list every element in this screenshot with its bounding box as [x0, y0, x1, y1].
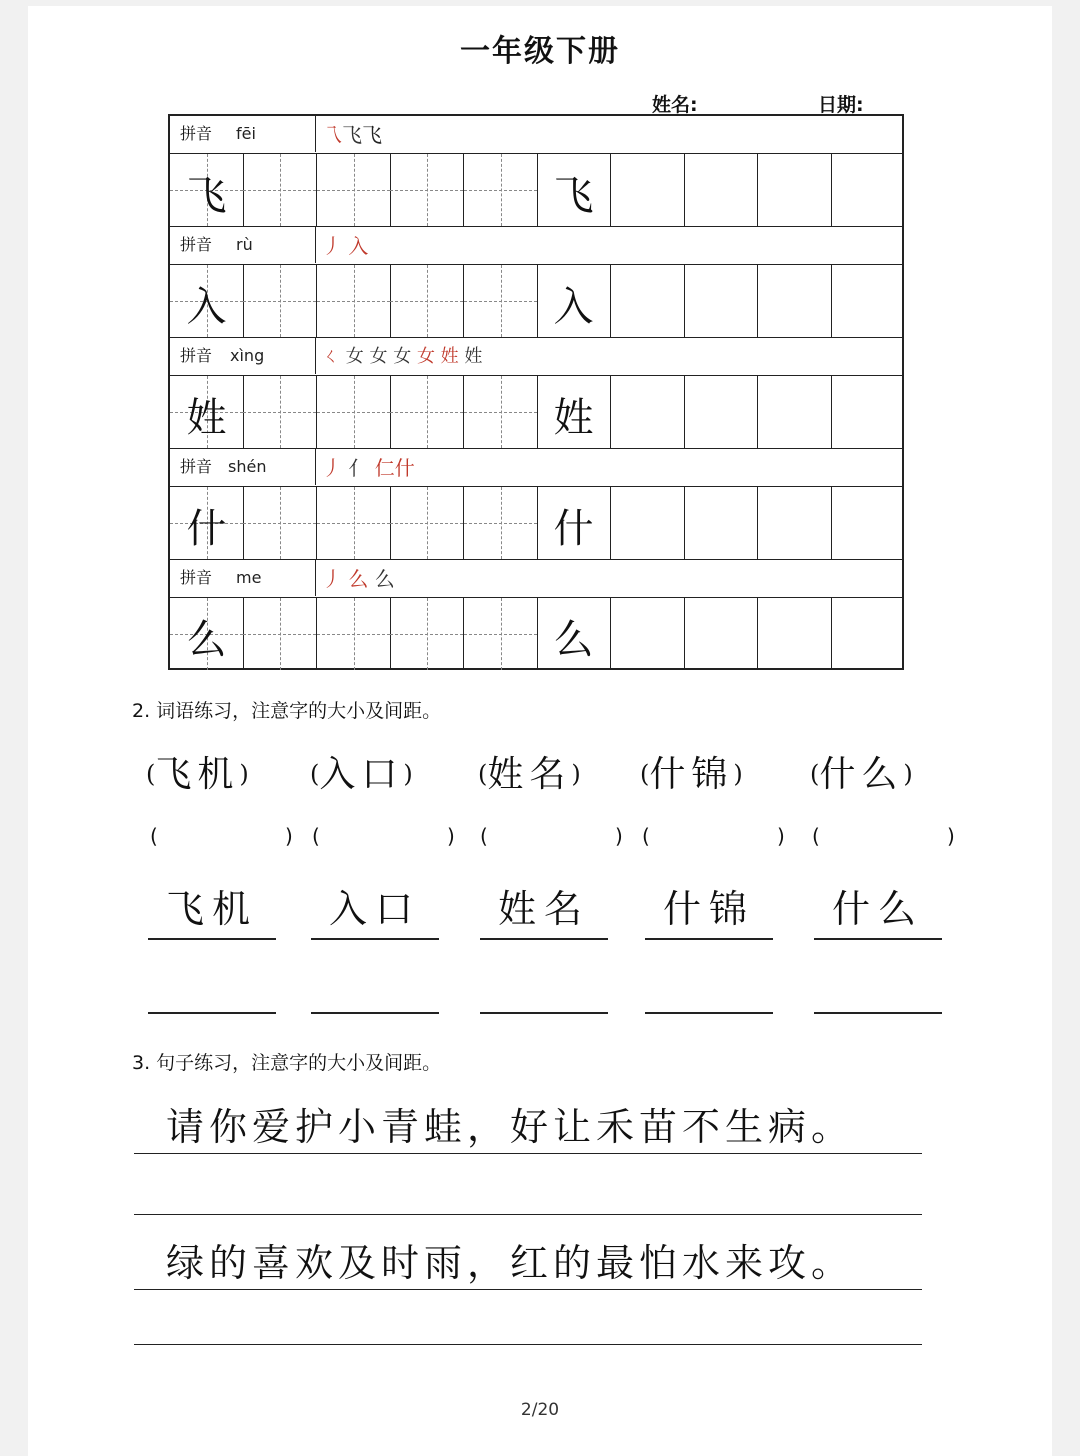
- writing-cell[interactable]: [831, 265, 905, 337]
- pinyin-value: fēi: [236, 124, 256, 143]
- writing-cell[interactable]: [831, 154, 905, 226]
- stroke-step: 丿: [322, 234, 342, 258]
- writing-cell[interactable]: [611, 487, 685, 559]
- stroke-step: 仁: [374, 456, 395, 480]
- character-row: [170, 376, 902, 449]
- writing-cell[interactable]: [243, 598, 317, 670]
- pinyin-label: 拼音: [180, 235, 213, 254]
- stroke-order: [322, 116, 382, 152]
- pinyin-label-cell: [170, 449, 316, 485]
- writing-cell[interactable]: [390, 376, 464, 448]
- model-character: 入: [186, 284, 227, 330]
- word-text: 什锦: [649, 754, 734, 795]
- writing-cell[interactable]: [170, 376, 244, 448]
- page-title: 一年级下册: [460, 34, 620, 69]
- stroke-step: 女: [393, 346, 412, 367]
- writing-cell[interactable]: [170, 154, 244, 226]
- sentence-on-line: 绿的喜欢及时雨，红的最怕水来攻。: [134, 1238, 922, 1290]
- writing-cell[interactable]: [317, 376, 391, 448]
- word-text: 什么: [819, 754, 904, 795]
- empty-parens[interactable]: ( ): [312, 824, 455, 848]
- blank-writing-line[interactable]: [645, 1012, 773, 1014]
- stroke-step: 入: [348, 234, 369, 258]
- model-character: 什: [553, 506, 594, 552]
- model-character: 什: [186, 506, 227, 552]
- writing-cell[interactable]: [611, 265, 685, 337]
- pinyin-label-cell: [170, 116, 316, 152]
- stroke-step: 女: [345, 346, 364, 367]
- section-3-title: 3. 句子练习，注意字的大小及间距。: [132, 1052, 442, 1074]
- word-on-line: 姓名: [480, 884, 608, 940]
- writing-cell[interactable]: [758, 598, 832, 670]
- writing-cell[interactable]: [243, 487, 317, 559]
- writing-cell[interactable]: [170, 265, 244, 337]
- pinyin-label-cell: [170, 227, 316, 263]
- word-in-parens: (飞机): [146, 754, 249, 795]
- pinyin-row: [170, 338, 902, 376]
- word-text: 飞机: [155, 754, 240, 795]
- empty-parens[interactable]: ( ): [480, 824, 623, 848]
- model-character: 飞: [553, 173, 594, 219]
- writing-cell[interactable]: [317, 265, 391, 337]
- writing-cell[interactable]: [390, 265, 464, 337]
- blank-writing-line[interactable]: [814, 1012, 942, 1014]
- blank-writing-line[interactable]: [311, 1012, 439, 1014]
- empty-parens[interactable]: ( ): [150, 824, 293, 848]
- pinyin-label-cell: [170, 338, 316, 374]
- stroke-order: [322, 449, 415, 485]
- writing-cell[interactable]: [758, 265, 832, 337]
- writing-cell[interactable]: [537, 598, 611, 670]
- word-text: 姓名: [487, 754, 572, 795]
- stroke-step: 丿: [322, 456, 342, 480]
- empty-parens[interactable]: ( ): [642, 824, 785, 848]
- model-character: 么: [186, 617, 227, 663]
- blank-sentence-line[interactable]: [134, 1214, 922, 1215]
- writing-cell[interactable]: [537, 376, 611, 448]
- stroke-order: [322, 338, 482, 374]
- writing-cell[interactable]: [390, 598, 464, 670]
- writing-cell[interactable]: [611, 376, 685, 448]
- writing-cell[interactable]: [684, 598, 758, 670]
- writing-cell[interactable]: [464, 376, 538, 448]
- stroke-step: 么: [348, 567, 369, 591]
- writing-cell[interactable]: [464, 598, 538, 670]
- writing-cell[interactable]: [390, 487, 464, 559]
- writing-cell[interactable]: [317, 154, 391, 226]
- blank-writing-line[interactable]: [480, 1012, 608, 1014]
- model-character: 入: [553, 284, 594, 330]
- writing-cell[interactable]: [537, 265, 611, 337]
- character-row: [170, 265, 902, 338]
- stroke-step: 女: [416, 346, 435, 367]
- writing-cell[interactable]: [464, 487, 538, 559]
- character-practice-grid: [168, 114, 904, 670]
- writing-cell[interactable]: [243, 265, 317, 337]
- stroke-order: [322, 560, 395, 596]
- word-text: 入口: [319, 754, 404, 795]
- pinyin-value: rù: [236, 235, 253, 254]
- writing-cell[interactable]: [317, 487, 391, 559]
- stroke-step: 飞: [342, 123, 362, 147]
- pinyin-row: [170, 116, 902, 154]
- model-character: 姓: [186, 395, 227, 441]
- pinyin-value: xìng: [230, 346, 265, 365]
- worksheet-page: [28, 6, 1052, 1456]
- writing-cell[interactable]: [464, 265, 538, 337]
- word-on-line: 什锦: [645, 884, 773, 940]
- writing-cell[interactable]: [464, 154, 538, 226]
- stroke-step: 么: [374, 567, 395, 591]
- writing-cell[interactable]: [317, 598, 391, 670]
- stroke-step: 乁: [322, 123, 342, 147]
- section-2-title: 2. 词语练习，注意字的大小及间距。: [132, 700, 442, 722]
- writing-cell[interactable]: [537, 487, 611, 559]
- pinyin-value: shén: [228, 457, 267, 476]
- word-in-parens: (什锦): [640, 754, 743, 795]
- character-row: [170, 154, 902, 227]
- writing-cell[interactable]: [831, 598, 905, 670]
- writing-cell[interactable]: [243, 376, 317, 448]
- pinyin-label: 拼音: [180, 457, 213, 476]
- pinyin-label-cell: [170, 560, 316, 596]
- blank-sentence-line[interactable]: [134, 1344, 922, 1345]
- writing-cell[interactable]: [611, 154, 685, 226]
- writing-cell[interactable]: [684, 265, 758, 337]
- word-on-line: 什么: [814, 884, 942, 940]
- stroke-step: 姓: [440, 346, 459, 367]
- word-on-line: 入口: [311, 884, 439, 940]
- date-label: 日期:: [818, 94, 864, 116]
- word-in-parens: (入口): [310, 754, 413, 795]
- stroke-step: 亻: [348, 456, 369, 480]
- word-in-parens: (姓名): [478, 754, 581, 795]
- writing-cell[interactable]: [243, 154, 317, 226]
- writing-cell[interactable]: [170, 487, 244, 559]
- stroke-step: 飞: [362, 123, 382, 147]
- model-character: 姓: [553, 395, 594, 441]
- stroke-step: ㄑ: [322, 346, 340, 367]
- writing-cell[interactable]: [537, 154, 611, 226]
- pinyin-row: [170, 449, 902, 487]
- writing-cell[interactable]: [170, 598, 244, 670]
- stroke-step: 女: [369, 346, 388, 367]
- stroke-order: [322, 227, 368, 263]
- writing-cell[interactable]: [758, 487, 832, 559]
- pinyin-label: 拼音: [180, 346, 213, 365]
- name-label: 姓名:: [652, 94, 698, 116]
- empty-parens[interactable]: ( ): [812, 824, 955, 848]
- blank-writing-line[interactable]: [148, 1012, 276, 1014]
- pinyin-row: [170, 560, 902, 598]
- stroke-step: 什: [394, 456, 415, 480]
- pinyin-row: [170, 227, 902, 265]
- sentence-on-line: 请你爱护小青蛙，好让禾苗不生病。: [134, 1102, 922, 1154]
- writing-cell[interactable]: [758, 154, 832, 226]
- writing-cell[interactable]: [758, 376, 832, 448]
- pinyin-value: me: [236, 568, 262, 587]
- writing-cell[interactable]: [390, 154, 464, 226]
- writing-cell[interactable]: [831, 376, 905, 448]
- pinyin-label: 拼音: [180, 568, 213, 587]
- stroke-step: 丿: [322, 567, 342, 591]
- word-on-line: 飞机: [148, 884, 276, 940]
- character-row: [170, 487, 902, 560]
- stroke-step: 姓: [464, 346, 483, 367]
- writing-cell[interactable]: [611, 598, 685, 670]
- word-in-parens: (什么): [810, 754, 913, 795]
- character-row: [170, 598, 902, 671]
- page-number: 2/20: [520, 1400, 560, 1420]
- writing-cell[interactable]: [831, 487, 905, 559]
- model-character: 么: [553, 617, 594, 663]
- pinyin-label: 拼音: [180, 124, 213, 143]
- writing-cell[interactable]: [684, 376, 758, 448]
- writing-cell[interactable]: [684, 154, 758, 226]
- model-character: 飞: [186, 173, 227, 219]
- writing-cell[interactable]: [684, 487, 758, 559]
